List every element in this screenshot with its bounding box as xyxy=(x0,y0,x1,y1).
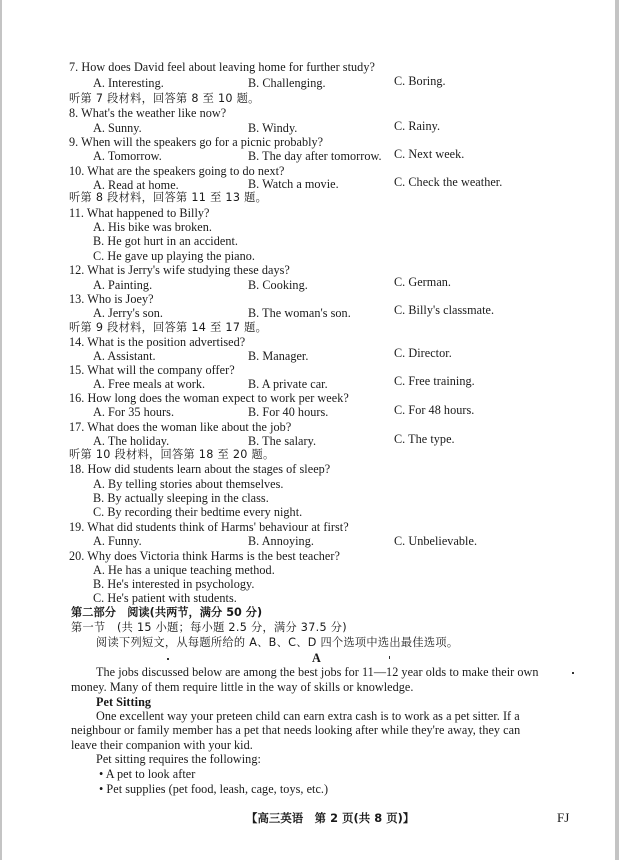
option-b: B. Manager. xyxy=(248,349,309,363)
question-number: 18. xyxy=(69,462,85,476)
question-text: What will the company offer? xyxy=(87,363,235,377)
footer-code: FJ xyxy=(557,810,570,825)
requirements-intro: Pet sitting requires the following: xyxy=(96,752,261,766)
section-8-instruction: 听第 8 段材料，回答第 11 至 13 题。 xyxy=(69,191,268,204)
question-number: 8. xyxy=(69,106,79,120)
passage-intro-line-2: money. Many of them require little in the way of skills or knowledge. xyxy=(71,680,414,694)
option-b: B. Cooking. xyxy=(248,278,308,292)
question-text: When will the speakers go for a picnic probably? xyxy=(81,135,324,149)
question-text: How long does the woman expect to work per week? xyxy=(87,391,349,405)
option-c: C. He gave up playing the piano. xyxy=(93,249,256,263)
question-text: What did students think of Harms' behaviour at first? xyxy=(87,520,349,534)
question-15 xyxy=(69,363,235,377)
option-a: A. By telling stories about themselves. xyxy=(93,477,284,491)
question-number: 16. xyxy=(69,391,85,405)
option-c: C. German. xyxy=(394,275,452,289)
option-c: C. Unbelievable. xyxy=(394,534,478,548)
question-text: What is the position advertised? xyxy=(87,335,246,349)
question-13 xyxy=(69,292,154,306)
option-a: A. Free meals at work. xyxy=(93,377,206,391)
part-two-title: 第二部分 阅读(共两节，满分 50 分) xyxy=(71,606,263,619)
option-c: C. He's patient with students. xyxy=(93,591,237,605)
section-7-instruction: 听第 7 段材料，回答第 8 至 10 题。 xyxy=(69,92,260,105)
question-text: Who is Joey? xyxy=(87,292,154,306)
option-c: C. By recording their bedtime every night. xyxy=(93,505,303,519)
option-b: B. The day after tomorrow. xyxy=(248,149,382,163)
scan-speck xyxy=(572,672,574,674)
scan-speck xyxy=(389,656,390,659)
option-c: C. The type. xyxy=(394,432,455,446)
option-a: A. Jerry's son. xyxy=(93,306,163,320)
option-c: C. For 48 hours. xyxy=(394,403,475,417)
question-text: What's the weather like now? xyxy=(81,106,227,120)
passage-para-line-3: leave their companion with your kid. xyxy=(71,738,253,752)
question-number: 11. xyxy=(69,206,84,220)
option-c: C. Boring. xyxy=(394,74,446,88)
passage-intro-line-1: The jobs discussed below are among the best jobs for 11—12 year olds to make their own xyxy=(96,665,539,679)
option-b: B. Watch a movie. xyxy=(248,177,339,191)
question-number: 14. xyxy=(69,335,85,349)
option-b: B. The woman's son. xyxy=(248,306,351,320)
question-8 xyxy=(69,106,226,120)
option-a: A. Painting. xyxy=(93,278,153,292)
option-b: B. The salary. xyxy=(248,434,317,448)
passage-para-line-1: One excellent way your preteen child can earn extra cash is to work as a pet sitter. If a xyxy=(96,709,520,723)
question-number: 10. xyxy=(69,164,85,178)
option-a: A. His bike was broken. xyxy=(93,220,212,234)
option-a: A. The holiday. xyxy=(93,434,170,448)
question-16 xyxy=(69,391,349,405)
option-a: A. Read at home. xyxy=(93,178,179,192)
option-a: A. Tomorrow. xyxy=(93,149,162,163)
option-c: C. Check the weather. xyxy=(394,175,503,189)
section-9-instruction: 听第 9 段材料，回答第 14 至 17 题。 xyxy=(69,321,268,334)
requirement-item: • A pet to look after xyxy=(99,767,196,781)
option-b: B. By actually sleeping in the class. xyxy=(93,491,269,505)
passage-subheading: Pet Sitting xyxy=(96,695,152,709)
option-c: C. Director. xyxy=(394,346,452,360)
option-a: A. Funny. xyxy=(93,534,142,548)
reading-instruction: 阅读下列短文，从每题所给的 A、B、C、D 四个选项中选出最佳选项。 xyxy=(96,636,459,649)
question-text: What are the speakers going to do next? xyxy=(87,164,285,178)
question-number: 15. xyxy=(69,363,85,377)
page-border-right xyxy=(615,0,619,860)
question-number: 7. xyxy=(69,60,79,74)
option-a: A. Sunny. xyxy=(93,121,142,135)
option-c: C. Billy's classmate. xyxy=(394,303,495,317)
question-text: What does the woman like about the job? xyxy=(87,420,292,434)
question-20 xyxy=(69,549,340,563)
option-c: C. Free training. xyxy=(394,374,475,388)
requirement-item: • Pet supplies (pet food, leash, cage, toys, etc.) xyxy=(99,782,329,796)
option-a: A. Assistant. xyxy=(93,349,156,363)
question-10 xyxy=(69,164,285,178)
question-18 xyxy=(69,462,330,476)
question-number: 13. xyxy=(69,292,85,306)
option-b: B. Annoying. xyxy=(248,534,314,548)
section-10-instruction: 听第 10 段材料，回答第 18 至 20 题。 xyxy=(69,448,275,461)
question-12 xyxy=(69,263,290,277)
question-text: What happened to Billy? xyxy=(86,206,210,220)
option-b: B. Challenging. xyxy=(248,76,326,90)
question-text: How does David feel about leaving home for further study? xyxy=(81,60,375,74)
question-17 xyxy=(69,420,291,434)
question-text: How did students learn about the stages of sleep? xyxy=(87,462,331,476)
passage-label: A xyxy=(312,651,321,665)
question-9 xyxy=(69,135,323,149)
option-c: C. Rainy. xyxy=(394,119,441,133)
option-a: A. Interesting. xyxy=(93,76,164,90)
question-19 xyxy=(69,520,349,534)
question-number: 17. xyxy=(69,420,85,434)
question-14 xyxy=(69,335,245,349)
option-b: B. A private car. xyxy=(248,377,328,391)
page-border-left xyxy=(0,0,2,860)
scan-speck xyxy=(167,658,169,660)
question-11 xyxy=(69,206,209,220)
question-text: What is Jerry's wife studying these days? xyxy=(87,263,290,277)
section-one-title: 第一节 (共 15 小题；每小题 2.5 分，满分 37.5 分) xyxy=(71,621,347,634)
question-7 xyxy=(69,60,375,74)
page-footer: 【高三英语 第 2 页(共 8 页)】 xyxy=(246,811,415,825)
question-number: 19. xyxy=(69,520,85,534)
question-number: 12. xyxy=(69,263,85,277)
option-b: B. He got hurt in an accident. xyxy=(93,234,239,248)
passage-para-line-2: neighbour or family member has a pet that needs looking after while they're away, they can xyxy=(71,723,521,737)
option-b: B. He's interested in psychology. xyxy=(93,577,255,591)
option-b: B. For 40 hours. xyxy=(248,405,329,419)
question-text: Why does Victoria think Harms is the best teacher? xyxy=(87,549,340,563)
option-c: C. Next week. xyxy=(394,147,465,161)
option-a: A. For 35 hours. xyxy=(93,405,175,419)
option-b: B. Windy. xyxy=(248,121,298,135)
question-number: 9. xyxy=(69,135,79,149)
question-number: 20. xyxy=(69,549,85,563)
option-a: A. He has a unique teaching method. xyxy=(93,563,275,577)
